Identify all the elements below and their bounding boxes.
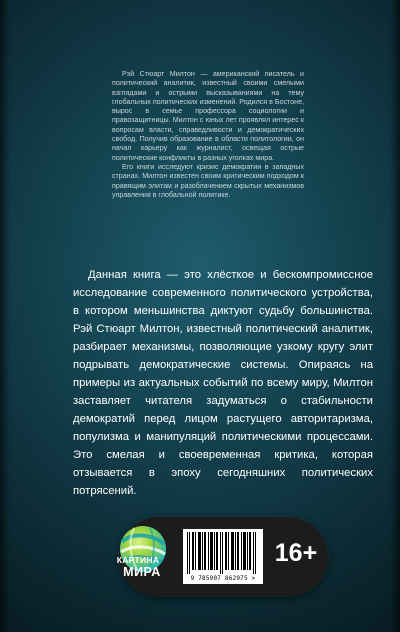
isbn-number: 9 785907 862975 > [190, 575, 256, 582]
author-bio-paragraph: Рэй Стюарт Милтон — американский писатель и политический аналитик, известный своими смелыми взглядами и острыми высказываниями на тему глобальных политических изменений. Родился в Бостоне, вырос в семье профессора социологии и правозащитницы. Милтон с юных лет проявлял интерес к вопросам власти, справедливости и демократических свобод. Получив образование в области политологии, он начал карьеру как журналист, освещая острые политические конфликты в разных уголках мира. [112, 70, 304, 162]
spine-shadow-right [390, 0, 400, 632]
author-bio [112, 70, 304, 200]
author-bio-paragraph: Его книги исследуют кризис демократии в западных странах. Милтон известен своим критическим подходом к правящим элитам и разоблачением скрытых механизмов управления в глобальной политике. [112, 162, 304, 199]
publisher-name-line-1: КАРТИНА [116, 555, 160, 565]
isbn-barcode [183, 529, 263, 584]
barcode-icon [183, 529, 263, 575]
publisher-logo [108, 524, 176, 590]
publisher-name-line-2: МИРА [123, 565, 161, 579]
age-rating: 16+ [274, 539, 318, 567]
book-synopsis: Данная книга — это хлёсткое и бескомпромиссное исследование современного политического устройства, в котором меньшинства диктуют судьбу большинства. Рэй Стюарт Милтон, известный политический аналитик, разбирает механизмы, позволяющие узкому кругу элит подрывать демократические системы. Опираясь на примеры из актуальных событий по всему миру, Милтон заставляет читателя задуматься о стабильности демократий перед лицом растущего авторитаризма, популизма и манипуляций политическими процессами. Это смелая и своевременная критика, которая отзывается в эпоху сегодняшних политических потрясений. [73, 269, 373, 497]
spine-shadow-left [0, 0, 10, 632]
